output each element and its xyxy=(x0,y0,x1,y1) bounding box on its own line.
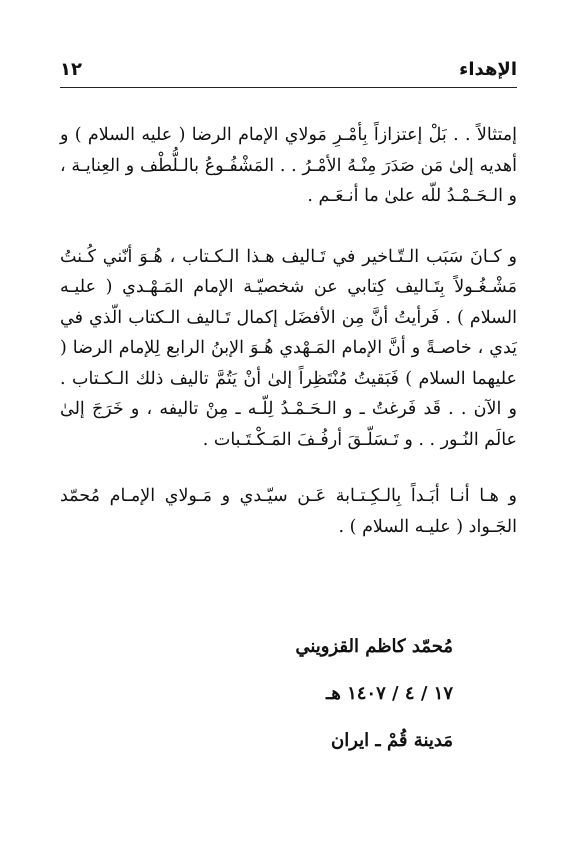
header-rule xyxy=(60,87,517,88)
paragraph-3: و هـا أنـا أبَـداً بِالـكِـتـابة عَـن سيّـدي و مَـولاي الإمـام مُحمّد الجَـواد ( عليـه السلام ) . xyxy=(60,486,517,537)
author-name: مُحمّد كاظم القزويني xyxy=(295,636,453,657)
page-header xyxy=(60,55,517,83)
signature-date: ١٧ / ٤ / ١٤٠٧ هـ xyxy=(326,683,453,704)
dedication-text xyxy=(60,120,517,572)
page-number: ١٢ xyxy=(60,58,82,80)
signature-place: مَدينة قُمْ ـ ايران xyxy=(330,730,453,751)
paragraph-1: إمتثالاً . . بَلْ إعتزازاً بِأمْـرِ مَولاي الإمام الرضا ( عليه السلام ) و أهديه إلىٰ مَن صَدَرَ مِنْـهُ الأمْـرُ . . المَشْفُـوعُ بالـلُّطْف و العِنايـة ، و الـحَـمْـدُ للّه علىٰ ما أنـعَـم . xyxy=(60,125,517,206)
running-title: الإهداء xyxy=(459,58,517,80)
paragraph-2: و كـانَ سَبَب الـتّـاخير في تَـاليف هـذا الـكـتاب ، هُـوَ أنّني كُـنتُ مَشْـغُـولاً بِتَـاليف كِتابي عن شخصيّـة الإمام المَـهْـدي ( عليـه السلام ) . فَرأيتُ أنَّ مِن الأفضَل إكمال تَـاليف الـكتاب الّذي في يَدي ، خاصـةً و أنَّ الإمام المَـهْدي هُـوَ الإبنُ الرابع لِلإمام الرضا ( عليهما السلام ) فَبَقيتُ مُنْتَظِراً إلىٰ أنْ يَتُمَّ تاليف ذلك الـكـتاب . و الآن . . قَد فَرغتُ ـ و الـحَـمْـدُ لِلّـه ـ مِنْ تاليفه ، و خَرَجَ إلىٰ عالَم النُـور . . و تَـسَلّـقَ أرفُـفَ المَـكْـتَـبات . xyxy=(60,246,517,450)
